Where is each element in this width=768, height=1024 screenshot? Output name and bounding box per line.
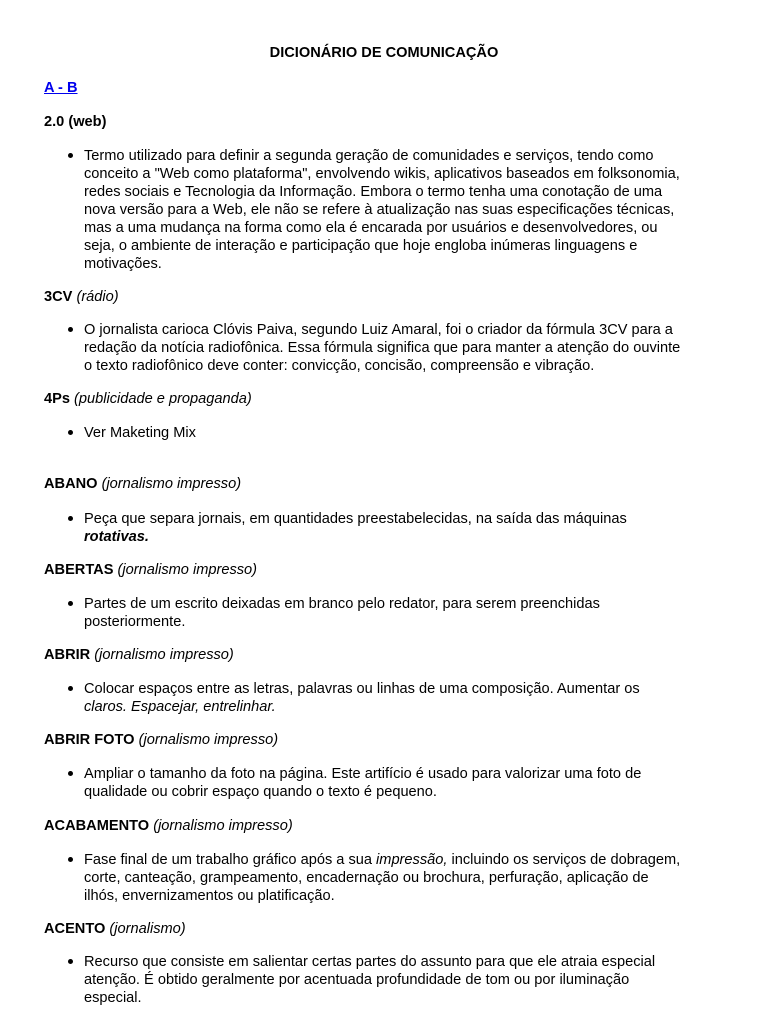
definition-item (84, 953, 734, 1007)
definition-line: claros. Espacejar, entrelinhar. (84, 699, 276, 715)
term-name: ACABAMENTO (44, 818, 150, 834)
term-category: (publicidade e propaganda) (74, 391, 252, 407)
term-name: ABRIR FOTO (44, 732, 135, 748)
entry-term (44, 646, 234, 664)
definition-item (84, 424, 734, 442)
term-name: ABRIR (44, 647, 91, 663)
term-category: (jornalismo impresso) (94, 647, 234, 663)
page-title: DICIONÁRIO DE COMUNICAÇÃO (269, 45, 499, 61)
definition-line: Ver Maketing Mix (84, 425, 196, 441)
definition-item (84, 851, 734, 905)
definition-item (84, 321, 734, 375)
definition-line: seja, o ambiente de interação e participação que hoje engloba inúmeras linguagens e (84, 238, 638, 254)
definition-fragment: Fase final de um trabalho gráfico após a sua (84, 852, 377, 868)
definition-line: motivações. (84, 256, 162, 272)
definition-line: Recurso que consiste em salientar certas partes do assunto para que ele atraia especial (84, 954, 656, 970)
definition-line: posteriormente. (84, 614, 186, 630)
definition-line: Peça que separa jornais, em quantidades preestabelecidas, na saída das máquinas (84, 511, 627, 527)
entry-term (44, 920, 186, 938)
entry-term (44, 817, 293, 835)
definition-line: Termo utilizado para definir a segunda geração de comunidades e serviços, tendo como (84, 148, 654, 164)
entry-term (44, 561, 257, 579)
definition-line: conceito a "Web como plataforma", envolvendo wikis, aplicativos baseados em folksonomia, (84, 166, 680, 182)
definition-item (84, 680, 734, 716)
definition-line: corte, canteação, grampeamento, encadernação ou brochura, perfuração, aplicação de (84, 870, 649, 886)
definition-line: ilhós, envernizamentos ou platificação. (84, 888, 335, 904)
definition-line: O jornalista carioca Clóvis Paiva, segundo Luiz Amaral, foi o criador da fórmula 3CV para a (84, 322, 673, 338)
entry-term (44, 731, 278, 749)
definition-fragment: impressão, (376, 852, 448, 868)
entry-term (44, 475, 241, 493)
entry-term (44, 288, 119, 306)
term-category: (jornalismo impresso) (138, 732, 279, 748)
term-name: ABERTAS (44, 562, 114, 578)
term-name: 4Ps (44, 391, 70, 407)
definition-line: redes sociais e Tecnologia da Informação. Embora o termo tenha uma conotação de uma (84, 184, 663, 200)
definition-line: redação da notícia radiofônica. Essa fórmula significa que para manter a atenção do ouvinte (84, 340, 681, 356)
definition-line: qualidade ou cobrir espaço quando o texto é pequeno. (84, 784, 437, 800)
definition-line: o texto radiofônico deve conter: convicção, concisão, compreensão e vibração. (84, 358, 595, 374)
definition-line: Partes de um escrito deixadas em branco pelo redator, para serem preenchidas (84, 596, 600, 612)
section-link-a-b[interactable]: A - B (44, 80, 78, 96)
definition-item (84, 595, 734, 631)
definition-line: especial. (84, 990, 142, 1006)
definition-line (84, 851, 734, 869)
definition-item (84, 765, 734, 801)
definition-line: Colocar espaços entre as letras, palavras ou linhas de uma composição. Aumentar os (84, 681, 640, 697)
definition-line: Ampliar o tamanho da foto na página. Este artifício é usado para valorizar uma foto de (84, 766, 642, 782)
term-category: (jornalismo impresso) (153, 818, 293, 834)
definition-item (84, 510, 734, 546)
term-category: (jornalismo impresso) (101, 476, 242, 492)
term-category: (jornalismo) (109, 921, 186, 937)
entry-term (44, 113, 106, 131)
definition-line: nova versão para a Web, ele não se refere à atualização nas suas especificações técnicas, (84, 202, 675, 218)
definition-line: mas a uma mudança na forma como ela é encarada por usuários e desenvolvedores, ou (84, 220, 658, 236)
term-category: (rádio) (76, 289, 119, 305)
term-name: ACENTO (44, 921, 106, 937)
definition-fragment: incluindo os serviços de dobragem, (447, 852, 681, 868)
term-name: 2.0 (web) (44, 114, 107, 130)
term-category: (jornalismo impresso) (117, 562, 258, 578)
term-name: 3CV (44, 289, 73, 305)
term-name: ABANO (44, 476, 98, 492)
entry-term (44, 390, 252, 408)
definition-item (84, 147, 734, 273)
definition-line: atenção. É obtido geralmente por acentuada profundidade de tom ou por iluminação (84, 972, 630, 988)
definition-line: rotativas. (84, 529, 149, 545)
